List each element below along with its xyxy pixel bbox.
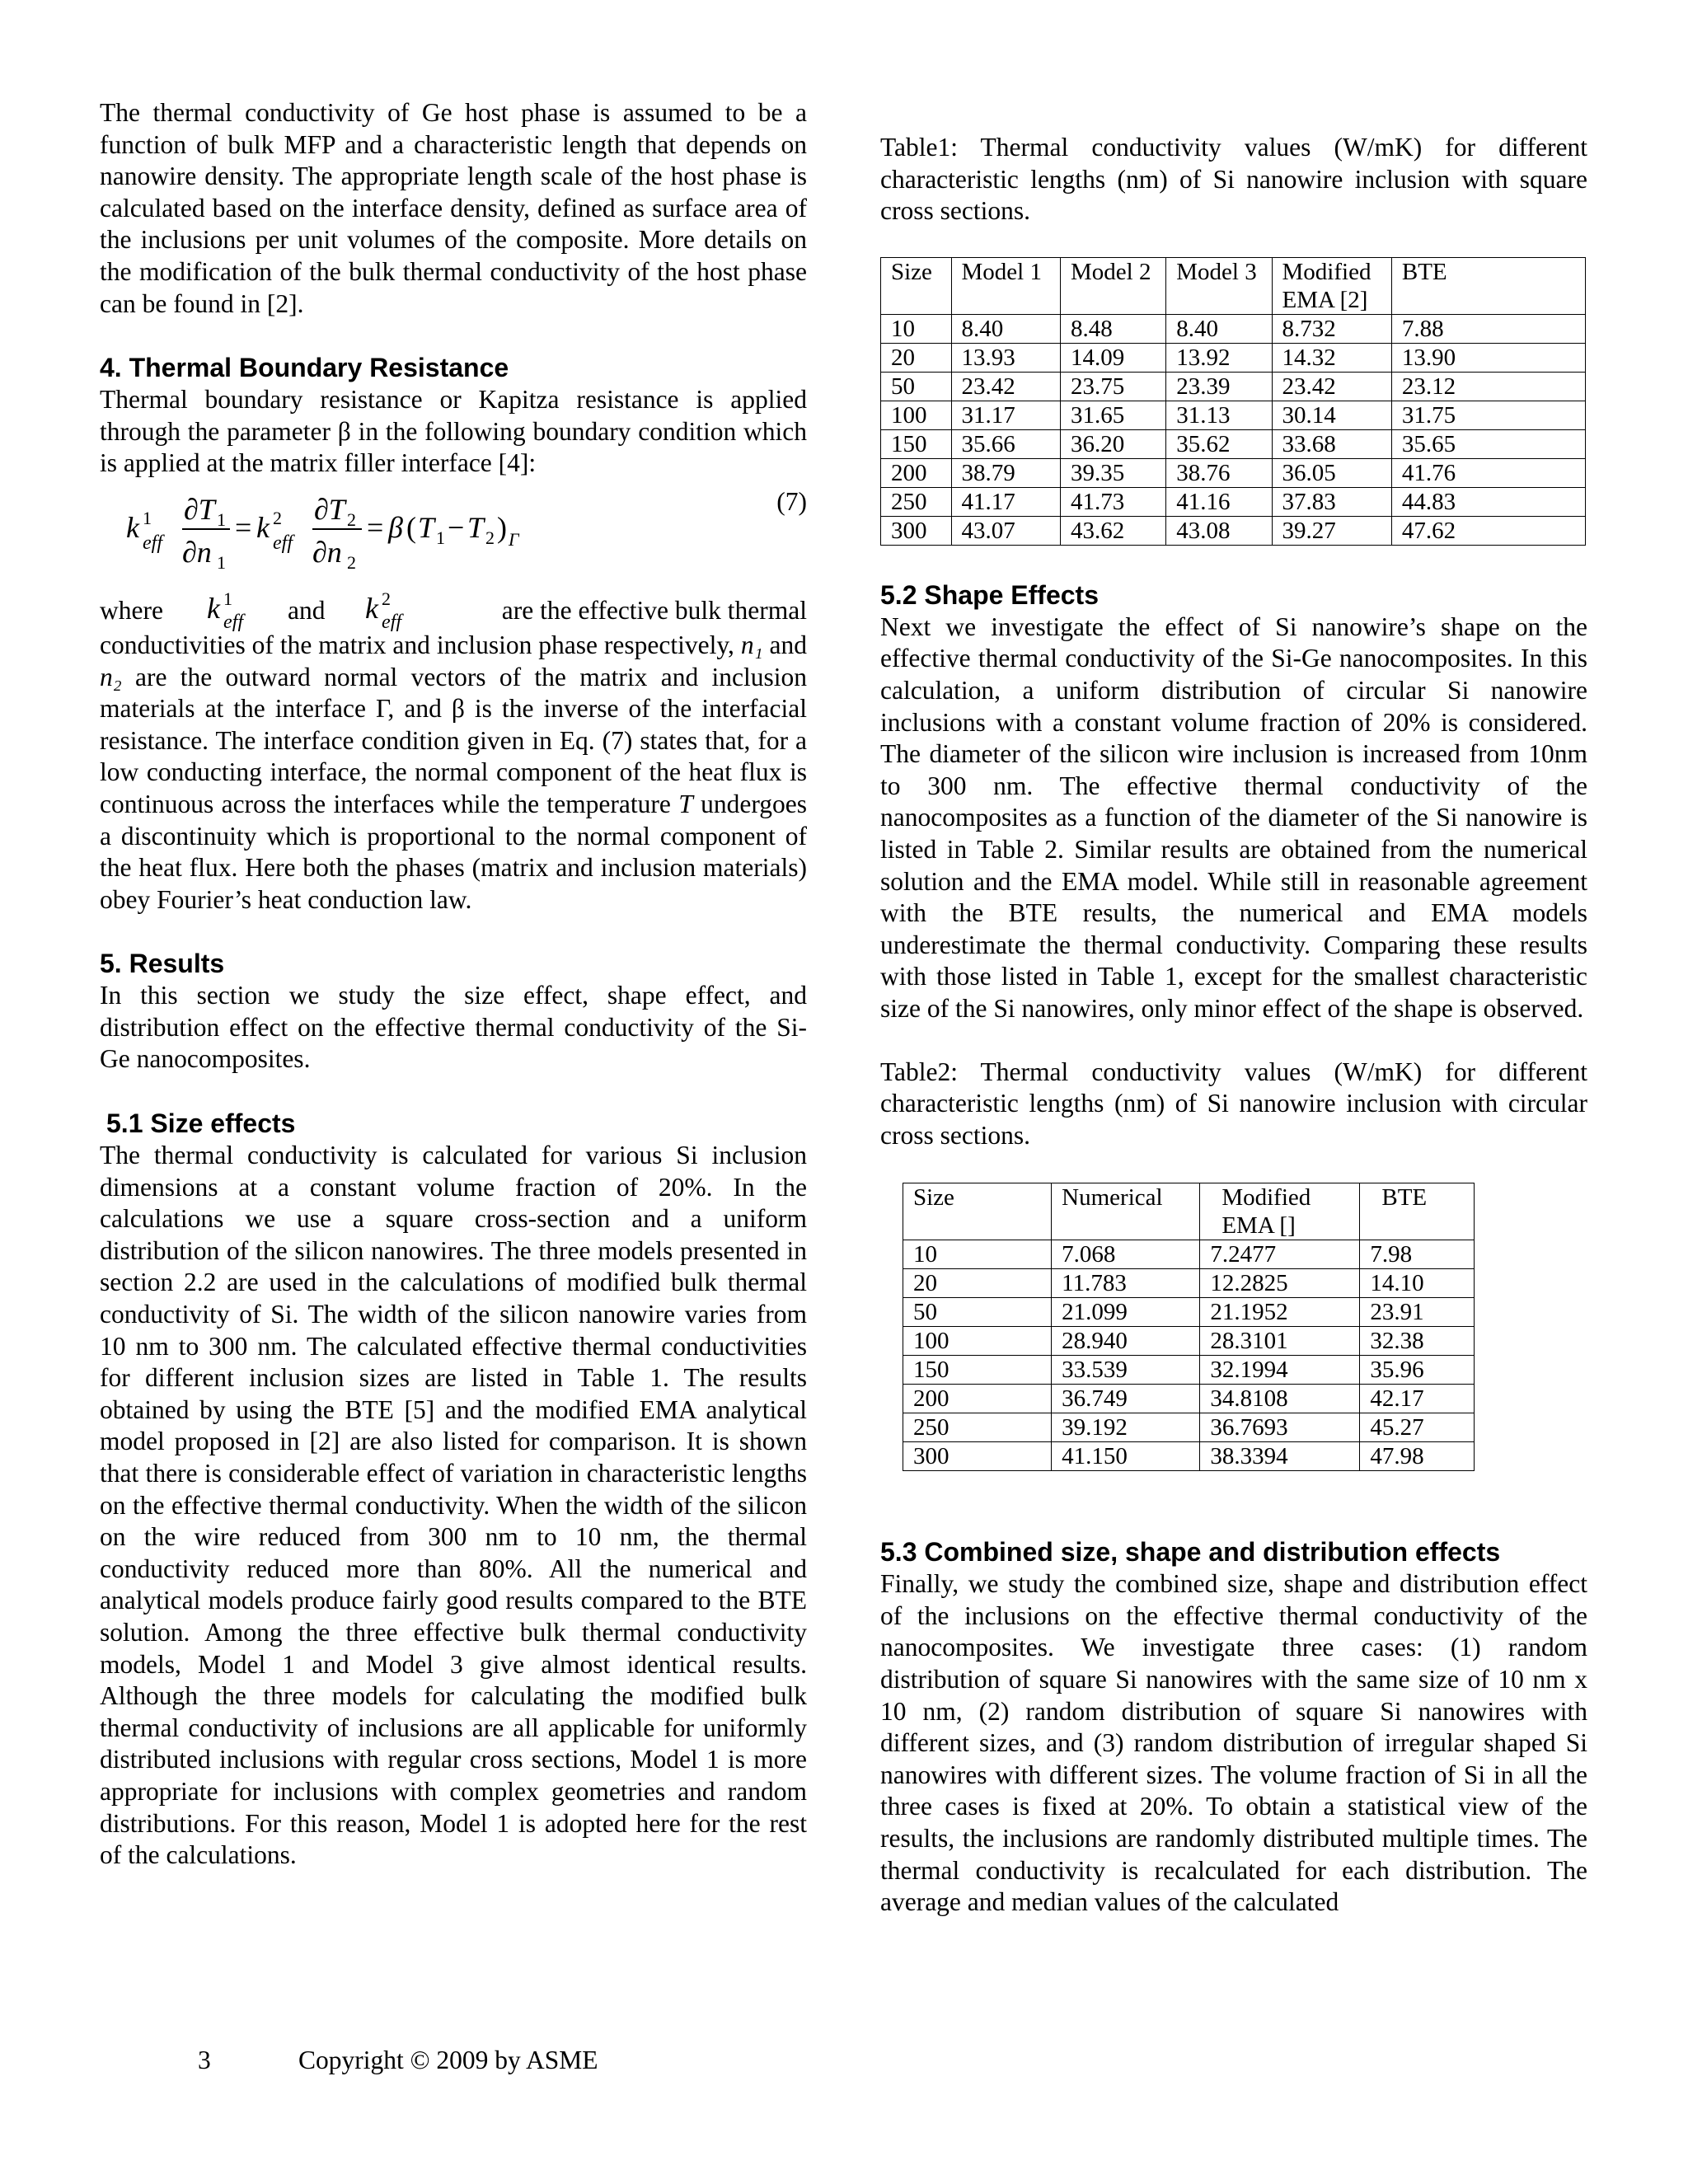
table2-row <box>903 1385 1475 1413</box>
table1-cell: 300 <box>881 516 952 545</box>
table1-cell: 31.65 <box>1061 401 1166 429</box>
svg-text:k: k <box>256 510 270 544</box>
svg-text:): ) <box>497 510 507 544</box>
table1-cell: 43.07 <box>951 516 1061 545</box>
svg-text:=: = <box>367 510 384 544</box>
table1-row <box>881 487 1586 516</box>
paragraph-interface-condition <box>100 630 807 916</box>
svg-text:eff: eff <box>143 532 162 554</box>
table1-body <box>881 314 1586 545</box>
svg-text:1: 1 <box>223 589 232 609</box>
paragraph-host-phase: The thermal conductivity of Ge host phase is assumed to be a function of bulk MFP and a characteristic length that depends on nanowire density. The appropriate length scale of the host phase is calculated based on the interface density, defined as surface area of the inclusions per unit volumes of the composite. More details on the modification of the bulk thermal conductivity of the host phase can be found in [2]. <box>100 98 807 318</box>
table2-cell: 41.150 <box>1052 1442 1200 1471</box>
page-footer <box>198 2046 598 2075</box>
table2-row <box>903 1240 1475 1269</box>
table2-row <box>903 1356 1475 1385</box>
table2-cell: 150 <box>903 1356 1052 1385</box>
table1-cell: 43.08 <box>1166 516 1272 545</box>
table1-row <box>881 458 1586 487</box>
paragraph-combined-effects: Finally, we study the combined size, shape and distribution effect of the inclusions on the effective thermal conductivity of the nanocomposites. We investigate three cases: (1) random distribution of square Si nanowires with the same size of 10 nm x 10 nm, (2) random distribution of square Si nanowires with different sizes, and (3) random distribution of irregular shaped Si nanowires with different sizes. The volume fraction of Si in all the three cases is fixed at 20%. To obtain a statistical view of the results, the inclusions are randomly distributed multiple times. The thermal conductivity is recalculated for each distribution. The average and median values of the calculated <box>880 1569 1587 1917</box>
table-2 <box>903 1183 1475 1471</box>
svg-text:1: 1 <box>217 509 226 530</box>
table2-cell: 250 <box>903 1413 1052 1442</box>
text-span: undergoes a discontinuity which is proportional to the normal component of the heat flux. Here both the phases (matrix and inclusion materials) obey Fourier’s heat conduction law. <box>100 789 808 914</box>
table2-header: Numerical <box>1052 1183 1200 1240</box>
table2-header: BTE <box>1360 1183 1475 1240</box>
svg-text:eff: eff <box>223 611 243 631</box>
svg-text:k: k <box>126 510 139 544</box>
table2-cell: 50 <box>903 1298 1052 1327</box>
table1-header: Model 3 <box>1166 257 1272 314</box>
table1-header: Model 1 <box>951 257 1061 314</box>
svg-text:2: 2 <box>485 527 495 548</box>
k-eff-1-symbol <box>205 590 255 631</box>
table1-cell: 150 <box>881 429 952 458</box>
table1-cell: 50 <box>881 372 952 401</box>
svg-text:∂n: ∂n <box>182 535 212 569</box>
table2-cell: 32.1994 <box>1200 1356 1360 1385</box>
svg-text:−: − <box>448 510 465 544</box>
table2-cell: 23.91 <box>1360 1298 1475 1327</box>
table1-cell: 14.09 <box>1061 343 1166 372</box>
table1-cell: 36.20 <box>1061 429 1166 458</box>
svg-text:1: 1 <box>436 527 445 548</box>
svg-text:2: 2 <box>382 589 391 609</box>
table2-cell: 35.96 <box>1360 1356 1475 1385</box>
table1-cell: 31.75 <box>1391 401 1585 429</box>
table1-header: Modified EMA [2] <box>1272 257 1391 314</box>
table2-header: Size <box>903 1183 1052 1240</box>
table2-row <box>903 1327 1475 1356</box>
table1-cell: 41.76 <box>1391 458 1585 487</box>
table1-cell: 7.88 <box>1391 314 1585 343</box>
table1-cell: 8.40 <box>951 314 1061 343</box>
table1-cell: 8.48 <box>1061 314 1166 343</box>
equation-7-formula <box>124 486 586 577</box>
table1-cell: 37.83 <box>1272 487 1391 516</box>
section-heading-4: 4. Thermal Boundary Resistance <box>100 353 509 383</box>
table1-cell: 44.83 <box>1391 487 1585 516</box>
table2-header-row <box>903 1183 1475 1240</box>
table2-cell: 38.3394 <box>1200 1442 1360 1471</box>
table1-cell: 33.68 <box>1272 429 1391 458</box>
table1-cell: 38.76 <box>1166 458 1272 487</box>
table1-cell: 41.16 <box>1166 487 1272 516</box>
table1-cell: 35.62 <box>1166 429 1272 458</box>
table1-cell: 41.73 <box>1061 487 1166 516</box>
svg-text:eff: eff <box>382 611 401 631</box>
table1-cell: 23.42 <box>951 372 1061 401</box>
table2-cell: 100 <box>903 1327 1052 1356</box>
paragraph-shape-effects: Next we investigate the effect of Si nanowire’s shape on the effective thermal conductivity of the Si-Ge nanocomposites. In this calculation, a uniform distribution of circular Si nanowire inclusions with a constant volume fraction of 20% is considered. The diameter of the silicon wire inclusion is increased from 10nm to 300 nm. The effective thermal conductivity of the nanocomposites as a function of the diameter of the Si nanowire is listed in Table 2. Similar results are obtained from the numerical solution and the EMA model. While still in reasonable agreement with the BTE results, the numerical and EMA models underestimate the thermal conductivity. Comparing these results with those listed in Table 1, except for the smallest characteristic size of the Si nanowires, only minor effect of the shape is observed. <box>880 612 1587 1023</box>
table2-cell: 7.2477 <box>1200 1240 1360 1269</box>
table1-cell: 41.17 <box>951 487 1061 516</box>
svg-text:β: β <box>388 510 403 544</box>
table2-cell: 36.749 <box>1052 1385 1200 1413</box>
table1-cell: 39.35 <box>1061 458 1166 487</box>
right-column <box>880 132 1587 1919</box>
svg-text:Γ: Γ <box>509 528 519 550</box>
svg-text:∂T: ∂T <box>184 492 215 526</box>
section-heading-5: 5. Results <box>100 949 225 979</box>
section-heading-5-2: 5.2 Shape Effects <box>880 579 1099 610</box>
table2-cell: 12.2825 <box>1200 1269 1360 1298</box>
table1-cell: 13.92 <box>1166 343 1272 372</box>
table1-header: Model 2 <box>1061 257 1166 314</box>
section-heading-5-3: 5.3 Combined size, shape and distribution effects <box>880 1537 1501 1568</box>
where-word: where <box>100 595 163 625</box>
svg-text:2: 2 <box>273 507 282 528</box>
svg-text:k: k <box>365 591 378 625</box>
table2-cell: 10 <box>903 1240 1052 1269</box>
table1-row <box>881 343 1586 372</box>
symbol-n2: n₂ <box>100 662 122 691</box>
copyright-notice: Copyright © 2009 by ASME <box>298 2046 598 2074</box>
table1-cell: 43.62 <box>1061 516 1166 545</box>
table2-cell: 11.783 <box>1052 1269 1200 1298</box>
table1-cell: 8.40 <box>1166 314 1272 343</box>
and-word: and <box>288 595 326 625</box>
table2-cell: 33.539 <box>1052 1356 1200 1385</box>
table1-cell: 20 <box>881 343 952 372</box>
table1-header-row <box>881 257 1586 314</box>
left-column <box>100 97 807 1872</box>
symbol-T: T <box>678 789 693 818</box>
table2-cell: 47.98 <box>1360 1442 1475 1471</box>
table2-cell: 39.192 <box>1052 1413 1200 1442</box>
svg-text:∂T: ∂T <box>314 492 345 526</box>
equation-7 <box>100 486 807 585</box>
table2-cell: 32.38 <box>1360 1327 1475 1356</box>
table2-row <box>903 1413 1475 1442</box>
table2-cell: 42.17 <box>1360 1385 1475 1413</box>
table1-cell: 14.32 <box>1272 343 1391 372</box>
table2-cell: 34.8108 <box>1200 1385 1360 1413</box>
svg-text:T: T <box>467 510 485 544</box>
table2-cell: 200 <box>903 1385 1052 1413</box>
table1-cell: 31.17 <box>951 401 1061 429</box>
table1-cell: 31.13 <box>1166 401 1272 429</box>
table2-row <box>903 1442 1475 1471</box>
equation-number: (7) <box>776 486 807 516</box>
table1-cell: 200 <box>881 458 952 487</box>
text-span: are the outward normal vectors of the matrix and inclusion materials at the interface Γ, and β is the inverse of the interfacial resistance. The interface condition given in Eq. (7) states that, for a low conducting interface, the normal component of the heat flux is continuous across the interfaces while the temperature <box>100 662 807 818</box>
table1-cell: 23.39 <box>1166 372 1272 401</box>
section-heading-5-1: 5.1 Size effects <box>106 1108 296 1139</box>
table1-cell: 100 <box>881 401 952 429</box>
table1-cell: 47.62 <box>1391 516 1585 545</box>
svg-text:T: T <box>418 510 435 544</box>
svg-text:(: ( <box>406 510 416 544</box>
table1-row <box>881 429 1586 458</box>
paragraph-kapitza: Thermal boundary resistance or Kapitza resistance is applied through the parameter β in the following boundary condition which is applied at the matrix filler interface [4]: <box>100 385 807 478</box>
page-number: 3 <box>198 2046 211 2074</box>
paragraph-size-effects: The thermal conductivity is calculated for various Si inclusion dimensions at a constant volume fraction of 20%. In the calculations we use a square cross-section and a uniform distribution of the silicon nanowires. The three models presented in section 2.2 are used in the calculations of modified bulk thermal conductivity of Si. The width of the silicon nanowire varies from 10 nm to 300 nm. The calculated effective thermal conductivities for different inclusion sizes are listed in Table 1. The results obtained by using the BTE [5] and the modified EMA analytical model proposed in [2] are also listed for comparison. It is shown that there is considerable effect of variation in characteristic lengths on the effective thermal conductivity. When the width of the silicon on the wire reduced from 300 nm to 10 nm, the thermal conductivity reduced more than 80%. All the numerical and analytical models produce fairly good results compared to the BTE solution. Among the three effective bulk thermal conductivity models, Model 1 and Model 3 give almost identical results. Although the three models for calculating the modified bulk thermal conductivity of inclusions are all applicable for uniformly distributed inclusions with regular cross sections, Model 1 is more appropriate for inclusions with complex geometries and random distributions. For this reason, Model 1 is adopted here for the rest of the calculations. <box>100 1141 807 1870</box>
table2-header: Modified EMA [] <box>1200 1183 1360 1240</box>
table2-row <box>903 1269 1475 1298</box>
table1-cell: 35.65 <box>1391 429 1585 458</box>
svg-text:2: 2 <box>347 509 356 530</box>
table2-cell: 21.1952 <box>1200 1298 1360 1327</box>
svg-text:=: = <box>235 510 252 544</box>
table-1 <box>880 257 1586 546</box>
svg-text:2: 2 <box>347 551 356 573</box>
table1-cell: 35.66 <box>951 429 1061 458</box>
table2-cell: 45.27 <box>1360 1413 1475 1442</box>
svg-text:∂n: ∂n <box>312 535 342 569</box>
svg-text:eff: eff <box>273 532 293 554</box>
text-span: and <box>769 630 807 659</box>
table1-row <box>881 516 1586 545</box>
table1-cell: 250 <box>881 487 952 516</box>
symbol-n1: n₁ <box>740 630 763 659</box>
table2-cell: 28.3101 <box>1200 1327 1360 1356</box>
table1-cell: 13.90 <box>1391 343 1585 372</box>
table2-cell: 36.7693 <box>1200 1413 1360 1442</box>
table1-cell: 10 <box>881 314 952 343</box>
table1-cell: 23.12 <box>1391 372 1585 401</box>
text-span: conductivities of the matrix and inclusion phase respectively, <box>100 630 734 659</box>
table1-header: BTE <box>1391 257 1585 314</box>
table2-row <box>903 1298 1475 1327</box>
table1-cell: 38.79 <box>951 458 1061 487</box>
k-eff-2-symbol <box>363 590 413 631</box>
table2-cell: 7.068 <box>1052 1240 1200 1269</box>
table1-cell: 23.75 <box>1061 372 1166 401</box>
table1-row <box>881 314 1586 343</box>
table1-row <box>881 401 1586 429</box>
table2-cell: 21.099 <box>1052 1298 1200 1327</box>
table1-header: Size <box>881 257 952 314</box>
table1-caption: Table1: Thermal conductivity values (W/mK) for different characteristic lengths (nm) of Si nanowire inclusion with square cross sections. <box>880 133 1587 226</box>
paragraph-results-intro: In this section we study the size effect, shape effect, and distribution effect on the effective thermal conductivity of the Si-Ge nanocomposites. <box>100 981 807 1074</box>
table1-cell: 13.93 <box>951 343 1061 372</box>
table2-cell: 14.10 <box>1360 1269 1475 1298</box>
table2-cell: 20 <box>903 1269 1052 1298</box>
table1-cell: 39.27 <box>1272 516 1391 545</box>
table1-cell: 30.14 <box>1272 401 1391 429</box>
table1-cell: 36.05 <box>1272 458 1391 487</box>
table2-cell: 300 <box>903 1442 1052 1471</box>
svg-text:1: 1 <box>217 551 226 573</box>
table1-row <box>881 372 1586 401</box>
svg-text:k: k <box>207 591 220 625</box>
table1-cell: 8.732 <box>1272 314 1391 343</box>
table2-body <box>903 1240 1475 1471</box>
where-line <box>100 590 807 630</box>
where-tail: are the effective bulk thermal <box>501 595 807 625</box>
table2-cell: 7.98 <box>1360 1240 1475 1269</box>
table1-cell: 23.42 <box>1272 372 1391 401</box>
table2-cell: 28.940 <box>1052 1327 1200 1356</box>
table2-caption: Table2: Thermal conductivity values (W/mK) for different characteristic lengths (nm) of Si nanowire inclusion with circular cross sections. <box>880 1057 1587 1150</box>
svg-text:1: 1 <box>143 507 152 528</box>
